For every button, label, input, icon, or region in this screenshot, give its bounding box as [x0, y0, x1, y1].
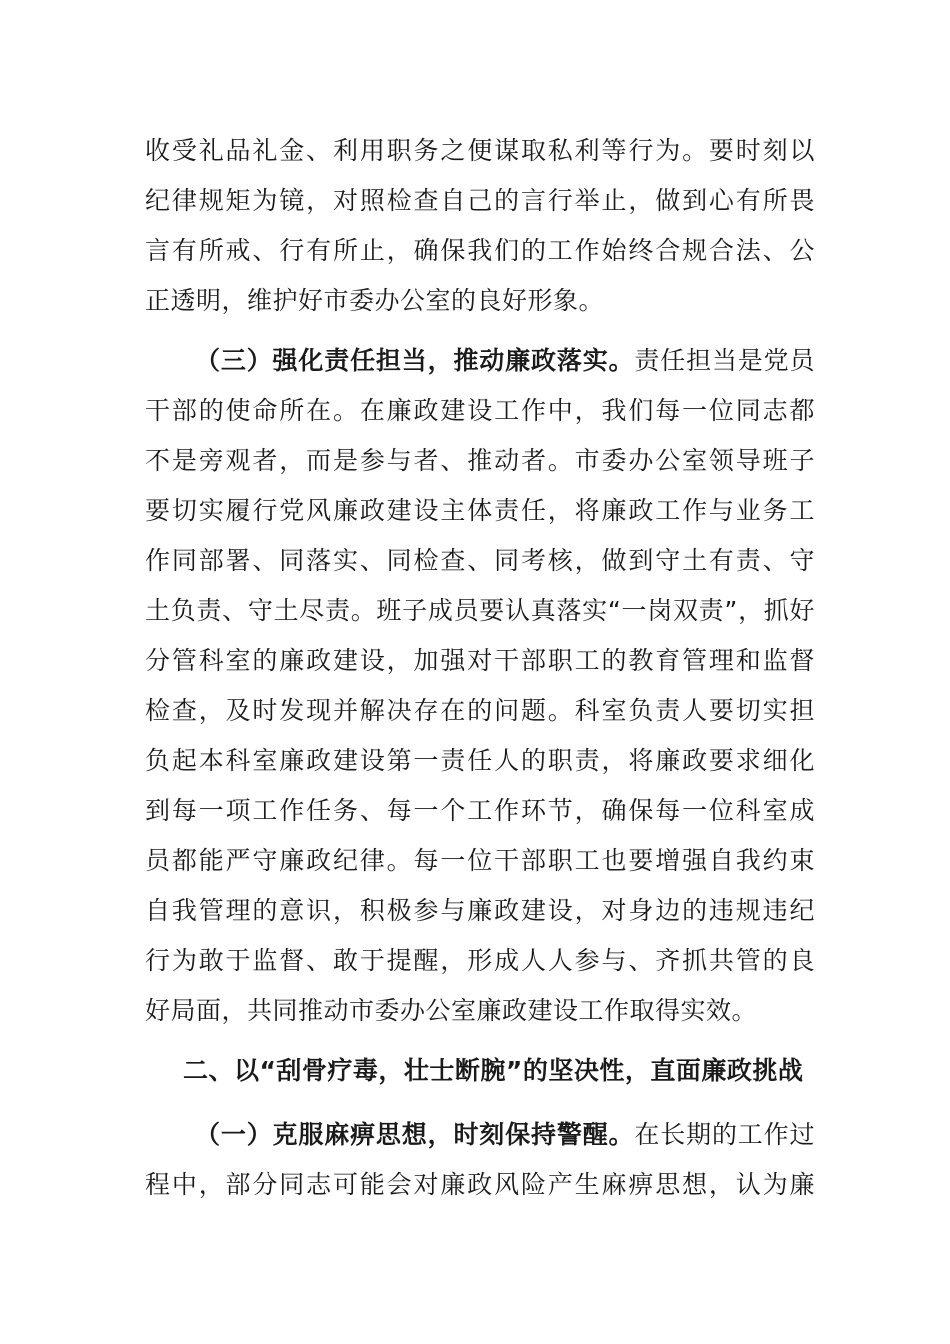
- subsection-heading: （三）强化责任担当，推动廉政落实。: [195, 346, 635, 375]
- paragraph-line: 不是旁观者，而是参与者、推动者。市委办公室领导班子: [145, 446, 815, 475]
- paragraph-line: 作同部署、同落实、同检查、同考核，做到守土有责、守: [145, 546, 815, 575]
- section-heading: 二、以“刮骨疗毒，壮士断腕”的坚决性，直面廉政挑战: [183, 1056, 804, 1085]
- paragraph-line: 分管科室的廉政建设，加强对干部职工的教育管理和监督: [145, 646, 815, 675]
- paragraph-line: 负起本科室廉政建设第一责任人的职责，将廉政要求细化: [145, 746, 815, 775]
- paragraph-line: 要切实履行党风廉政建设主体责任，将廉政工作与业务工: [145, 496, 815, 525]
- paragraph-line: 程中，部分同志可能会对廉政风险产生麻痹思想，认为廉: [145, 1170, 815, 1199]
- paragraph-line: 土负责、守土尽责。班子成员要认真落实“一岗双责”，抓好: [145, 596, 815, 625]
- paragraph-line: 行为敢于监督、敢于提醒，形成人人参与、齐抓共管的良: [145, 946, 815, 975]
- paragraph-text: 责任担当是党员: [634, 346, 815, 375]
- paragraph-line: 纪律规矩为镜，对照检查自己的言行举止，做到心有所畏: [145, 186, 815, 215]
- subsection-heading: （一）克服麻痹思想，时刻保持警醒。: [195, 1120, 635, 1149]
- paragraph-line: 检查，及时发现并解决存在的问题。科室负责人要切实担: [145, 696, 815, 725]
- paragraph-line: 好局面，共同推动市委办公室廉政建设工作取得实效。: [145, 996, 758, 1025]
- subsection-first-line: [195, 1115, 815, 1155]
- paragraph-line: 到每一项工作任务、每一个工作环节，确保每一位科室成: [145, 796, 815, 825]
- paragraph-line: 干部的使命所在。在廉政建设工作中，我们每一位同志都: [145, 396, 815, 425]
- paragraph-line: 自我管理的意识，积极参与廉政建设，对身边的违规违纪: [145, 896, 815, 925]
- paragraph-text: 在长期的工作过: [634, 1120, 815, 1149]
- paragraph-line: 正透明，维护好市委办公室的良好形象。: [145, 286, 605, 315]
- subsection-first-line: [195, 341, 815, 381]
- paragraph-line: 言有所戒、行有所止，确保我们的工作始终合规合法、公: [145, 236, 815, 265]
- paragraph-line: 员都能严守廉政纪律。每一位干部职工也要增强自我约束: [145, 846, 815, 875]
- paragraph-line: 收受礼品礼金、利用职务之便谋取私利等行为。要时刻以: [145, 136, 815, 165]
